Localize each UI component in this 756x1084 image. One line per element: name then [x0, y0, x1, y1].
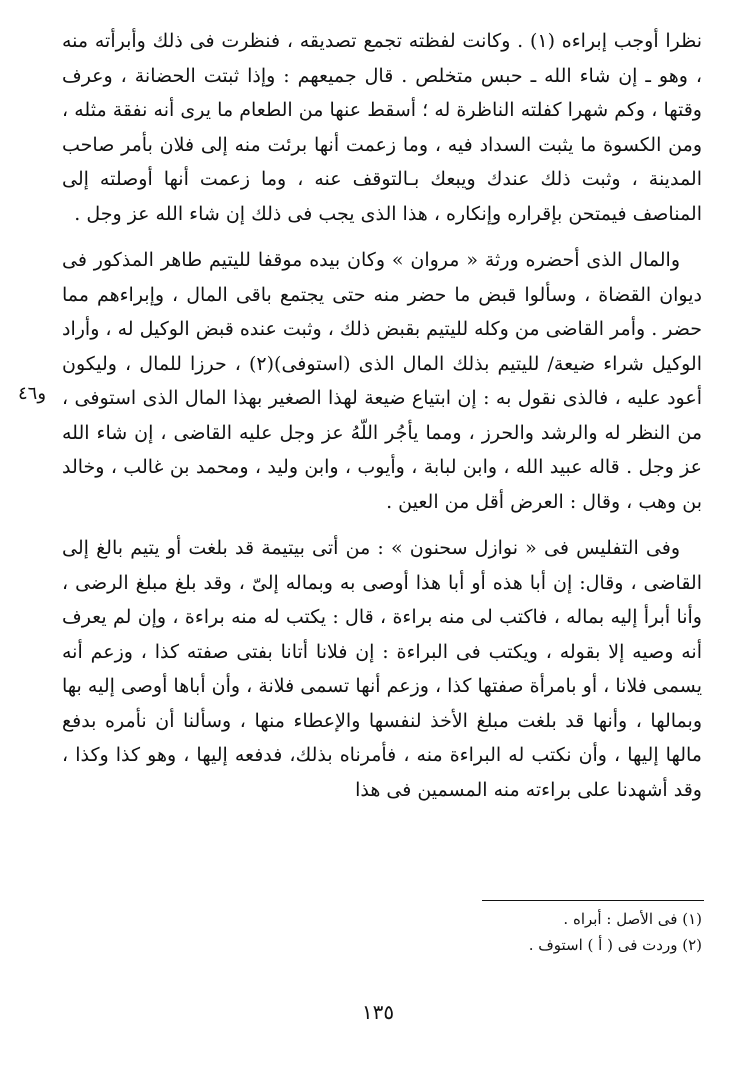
- page-number: ١٣٥: [361, 1000, 395, 1024]
- footnotes: [202, 906, 702, 958]
- footnote-1: (١) فى الأصل : أبراه .: [563, 910, 702, 928]
- folio-margin-note: و٤٦: [18, 383, 47, 404]
- paragraph-3: وفى التفليس فى « نوازل سحنون » : من أتى بيتيمة قد بلغت أو يتيم بالغ إلى القاضى ، وقال: إن أبا هذه أو أبا هذا أوصى به وبماله إلىّ ، وقد بلغ مبلغ الرضى ، وأنا أبرأ إليه بماله ، فاكتب لى منه براءة ، قال : يكتب له منه براءة ، وإن لم يعرف أنه وصيه إلا بقوله ، ويكتب فى البراءة : إن فلانا أتانا بفتى صفته كذا ، وزعم أنه يسمى فلانا ، أو بامرأة صفتها كذا ، وزعم أنها تسمى فلانة ، وأن أباها أوصى إليه بها وبمالها ، وأنها قد بلغت مبلغ الأخذ لنفسها والإعطاء منها ، وسألنا أن نأمره بدفع مالها إليها ، وأن نكتب له البراءة منه ، فأمرناه بذلك، فدفعه إليها ، وهو كذا وكذا ، وقد أشهدنا على براءته منه المسمين فى هذا: [62, 537, 702, 801]
- main-text: [62, 24, 702, 807]
- footnote-divider: [482, 900, 704, 901]
- paragraph-1: نظرا أوجب إبراءه (١) . وكانت لفظته تجمع تصديقه ، فنظرت فى ذلك وأبرأته منه ، وهو ـ إن شاء الله ـ حبس متخلص . قال جميعهم : وإذا ثبتت الحضانة ، وعرف وقتها ، وكم شهرا كفلته الناظرة له ؛ أسقط عنها من الطعام ما يرى أنه نفقة مثله ، ومن الكسوة ما يثبت السداد فيه ، وما زعمت أنها برئت منه إلى فلان بأمر صاحب المدينة ، وثبت ذلك عندك ويبعك بـالتوقف عنه ، وما زعمت أنها أوصلته إلى المناصف فيمتحن بإقراره وإنكاره ، هذا الذى يجب فى ذلك إن شاء الله عز وجل .: [62, 30, 702, 225]
- footnote-2: (٢) وردت فى ( أ ) استوف .: [528, 936, 702, 954]
- paragraph-2: والمال الذى أحضره ورثة « مروان » وكان بيده موقفا لليتيم طاهر المذكور فى ديوان القضاة ، وسألوا قبض ما حضر منه حتى يجتمع باقى المال ، وإبراءهم مما حضر . وأمر القاضى من وكله لليتيم بقبض ذلك ، وثبت عنده قبض الوكيل له ، وأراد الوكيل شراء ضيعة/ لليتيم بذلك المال الذى (استوفى)(٢) ، حرزا للمال ، وليكون أعود عليه ، فالذى نقول به : إن ابتياع ضيعة لهذا الصغير بهذا المال الذى استوفى ، من النظر له والرشد والحرز ، ومما يأجُر اللّهُ عز وجل عليه القاضى ، إن شاء الله عز وجل . قاله عبيد الله ، وابن لبابة ، وأيوب ، وابن وليد ، ومحمد بن غالب ، وخالد بن وهب ، وقال : العرض أقل من العين .: [62, 249, 702, 513]
